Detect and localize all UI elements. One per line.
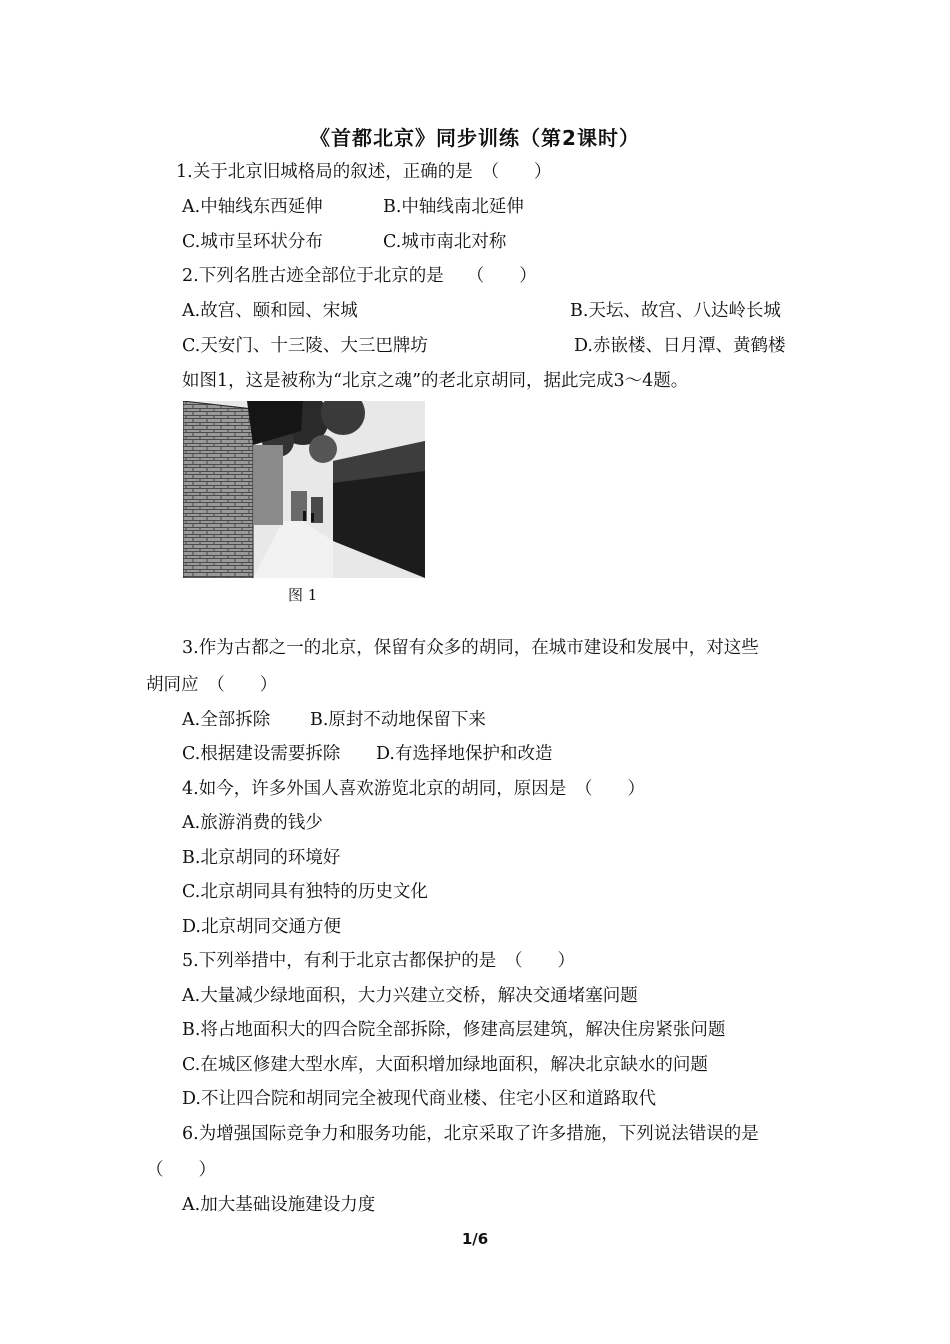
question-2-option-a: A.故宫、颐和园、宋城 xyxy=(182,301,358,321)
question-1-option-b: B.中轴线南北延伸 xyxy=(383,197,524,217)
question-2-option-b: B.天坛、故宫、八达岭长城 xyxy=(570,301,781,321)
question-4-option-a: A.旅游消费的钱少 xyxy=(182,813,323,833)
question-3-option-a: A.全部拆除 xyxy=(182,710,271,730)
question-5-option-c: C.在城区修建大型水库，大面积增加绿地面积，解决北京缺水的问题 xyxy=(182,1055,708,1075)
figure-intro: 如图1，这是被称为“北京之魂”的老北京胡同，据此完成3〜4题。 xyxy=(182,371,689,391)
page-number: 1/6 xyxy=(461,1230,489,1248)
question-2-stem: 2.下列名胜古迹全部位于北京的是 （ ） xyxy=(182,266,537,286)
question-4-option-d: D.北京胡同交通方便 xyxy=(182,917,341,937)
figure-caption: 图 1 xyxy=(288,586,318,604)
question-3-option-c: C.根据建设需要拆除 xyxy=(182,744,341,764)
question-6-option-a: A.加大基础设施建设力度 xyxy=(182,1195,376,1215)
question-3-option-d: D.有选择地保护和改造 xyxy=(376,744,553,764)
question-4-option-b: B.北京胡同的环境好 xyxy=(182,848,341,868)
question-1-stem: 1.关于北京旧城格局的叙述，正确的是 （ ） xyxy=(176,162,552,182)
question-5-option-d: D.不让四合院和胡同完全被现代商业楼、住宅小区和道路取代 xyxy=(182,1089,656,1109)
question-1-option-c: C.城市呈环状分布 xyxy=(182,232,323,252)
question-4-stem: 4.如今，许多外国人喜欢游览北京的胡同，原因是 （ ） xyxy=(182,779,645,799)
question-5-stem: 5.下列举措中，有利于北京古都保护的是 （ ） xyxy=(182,951,575,971)
question-6-stem-line2: （ ） xyxy=(146,1160,216,1180)
hutong-photo xyxy=(183,401,425,578)
question-3-stem-line1: 3.作为古都之一的北京，保留有众多的胡同，在城市建设和发展中，对这些 xyxy=(182,638,759,658)
question-3-stem-line2: 胡同应 （ ） xyxy=(146,675,278,695)
question-3-option-b: B.原封不动地保留下来 xyxy=(310,710,486,730)
question-2-option-c: C.天安门、十三陵、大三巴牌坊 xyxy=(182,336,428,356)
question-5-option-b: B.将占地面积大的四合院全部拆除，修建高层建筑，解决住房紧张问题 xyxy=(182,1020,726,1040)
question-1-option-d: C.城市南北对称 xyxy=(383,232,507,252)
question-4-option-c: C.北京胡同具有独特的历史文化 xyxy=(182,882,428,902)
question-6-stem-line1: 6.为增强国际竞争力和服务功能，北京采取了许多措施，下列说法错误的是 xyxy=(182,1124,759,1144)
question-1-option-a: A.中轴线东西延伸 xyxy=(182,197,323,217)
page-title: 《首都北京》同步训练（第2课时） xyxy=(310,126,640,150)
question-2-option-d: D.赤嵌楼、日月潭、黄鹤楼 xyxy=(574,336,786,356)
question-5-option-a: A.大量减少绿地面积，大力兴建立交桥，解决交通堵塞问题 xyxy=(182,986,638,1006)
